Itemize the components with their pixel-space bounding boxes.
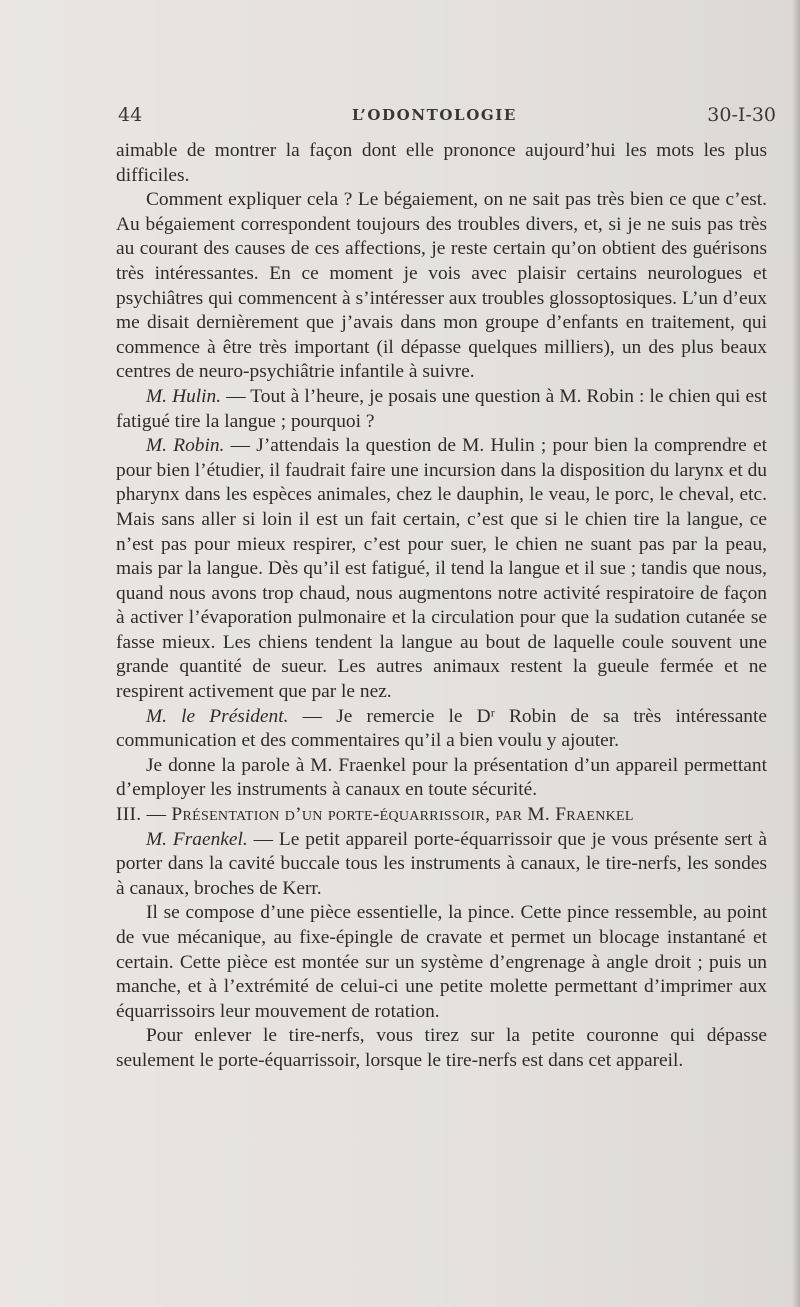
- article-body: [116, 139, 767, 1074]
- journal-title: L’ODONTOLOGIE: [352, 106, 517, 124]
- speech-text: — Je remercie le Dʳ Robin de sa très intéressante communication et des commentaires qu’il a bien voulu y ajouter.: [116, 705, 767, 752]
- paragraph: Je donne la parole à M. Fraenkel pour la présentation d’un appareil permettant d’employer les instruments à canaux en toute sécurité.: [116, 754, 767, 801]
- issue-date: 30-I-30: [707, 104, 776, 126]
- speech-text: — Tout à l’heure, je posais une question à M. Robin : le chien qui est fatigué tire la langue ; pourquoi ?: [116, 385, 767, 432]
- paragraph: Pour enlever le tire-nerfs, vous tirez sur la petite couronne qui dépasse seulement le porte-équarrissoir, lorsque le tire-nerfs est dans cet appareil.: [116, 1025, 767, 1071]
- paragraph: [116, 434, 767, 705]
- page-edge-shadow: [792, 0, 800, 1307]
- speaker-name: M. Robin.: [146, 435, 225, 457]
- page-number: 44: [118, 104, 143, 126]
- speaker-name: M. Fraenkel.: [146, 828, 248, 850]
- speaker-name: M. Hulin.: [146, 385, 222, 407]
- paragraph: Comment expliquer cela ? Le bégaiement, on ne sait pas très bien ce que c’est. Au bégaiement correspondent toujours des troubles divers, et, si je ne suis pas très au courant des causes de ces affections, je reste certain qu’on obtient des guérisons très intéressantes. En ce moment je vois avec plaisir certains neurologues et psychiâtres qui commencent à s’intéresser aux troubles glossoptosiques. L’un d’eux me disait dernièrement que j’avais dans mon groupe d’enfants en traitement, qui commence à être très important (il dépasse quelques milliers), un des plus beaux centres de neuro-psychiâtrie infantile à suivre.: [116, 189, 767, 383]
- speech-text: — J’attendais la question de M. Hulin ; pour bien la comprendre et pour bien l’étudier, il faudrait faire une incursion dans la disposition du larynx et du pharynx dans les espèces animales, chez le dauphin, le veau, le porc, le cheval, etc. Mais sans aller si loin il est un fait certain, c’est que si le chien tire la langue, ce n’est pas pour mieux respirer, c’est pour suer, le chien ne suant pas par la peau, mais par la langue. Dès qu’il est fatigué, il tend la langue et il sue ; tandis que nous, quand nous avons trop chaud, nous augmentons notre activité respiratoire de façon à activer l’évaporation pulmonaire et la circulation pour que la sudation cutanée se fasse mieux. Les chiens tendent la langue au bout de laquelle coule souvent une grande quantité de sueur. Les autres animaux restent la gueule fermée et ne respirent activement que par le nez.: [116, 435, 767, 703]
- section-heading: III. — Présentation d’un porte-équarrissoir, par M. Fraenkel: [116, 804, 634, 826]
- speaker-name: M. le Président.: [146, 705, 289, 727]
- running-head: [116, 98, 776, 128]
- speech-text: — Le petit appareil porte-équarrissoir que je vous présente sert à porter dans la cavité buccale tous les instruments à canaux, le tire-nerfs, les sondes à canaux, broches de Kerr.: [116, 828, 767, 899]
- paragraph: [116, 828, 767, 902]
- paragraph: [116, 385, 767, 434]
- paragraph: aimable de montrer la façon dont elle prononce aujourd’hui les mots les plus difficiles.: [116, 140, 767, 186]
- paragraph: Il se compose d’une pièce essentielle, la pince. Cette pince ressemble, au point de vue mécanique, au fixe-épingle de cravate et permet un blocage instantané et certain. Cette pièce est montée sur un système d’engrenage à angle droit ; puis un manche, et à l’extrémité de celui-ci une petite molette permettant d’imprimer aux équarrissoirs leur mouvement de rotation.: [116, 902, 767, 1022]
- paragraph: [116, 705, 767, 754]
